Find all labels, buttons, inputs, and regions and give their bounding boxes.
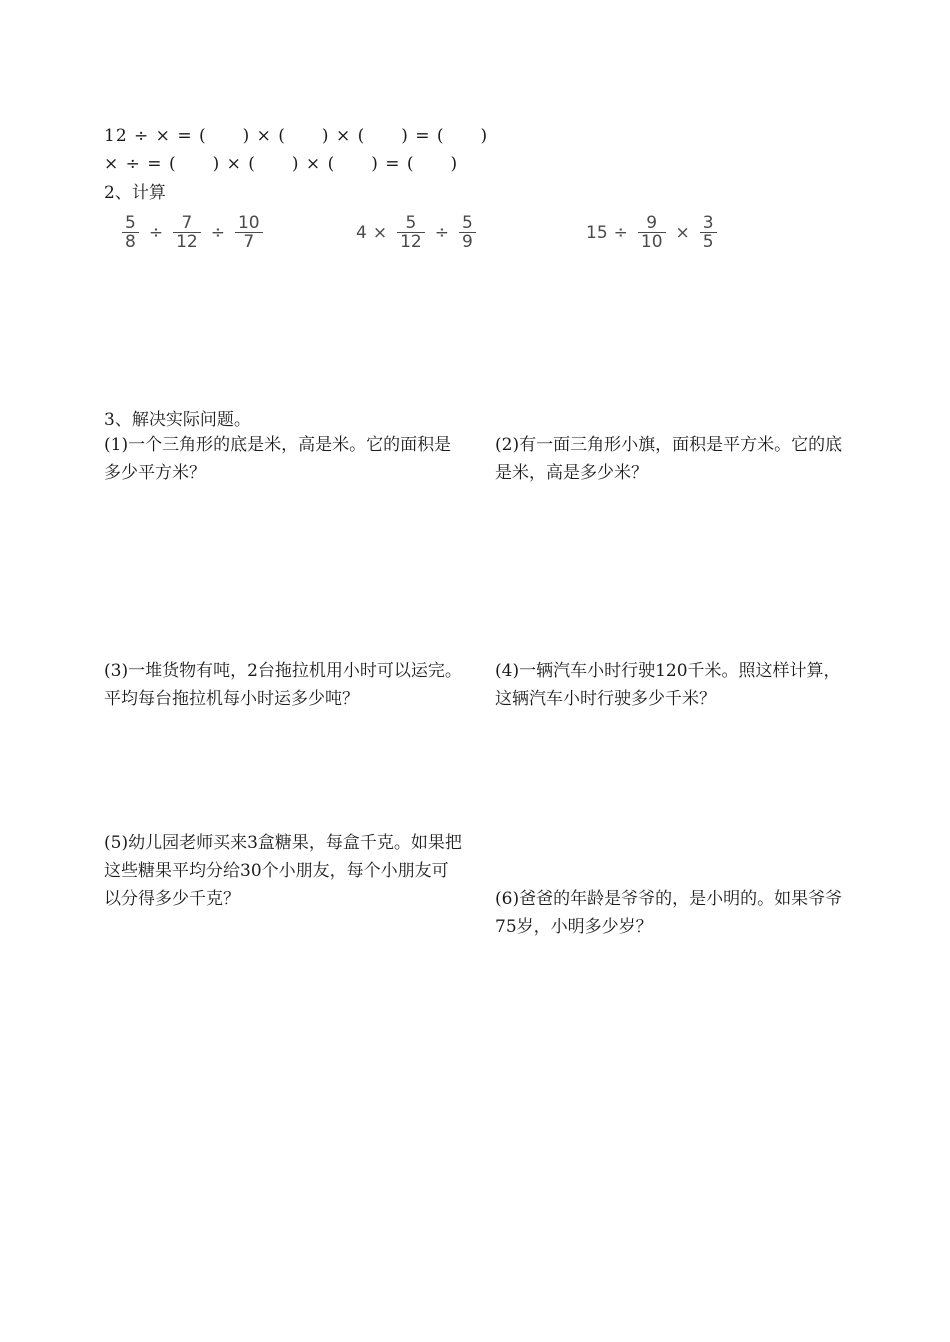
section-3-heading: 3、解决实际问题。	[104, 410, 251, 430]
denominator: 12	[176, 232, 198, 252]
operator: ÷	[434, 222, 449, 243]
numerator: 9	[646, 213, 658, 233]
expression-3	[586, 214, 721, 251]
denominator: 8	[125, 232, 136, 252]
expression-1	[118, 214, 267, 251]
problem-5: (5)幼儿园老师买来3盒糖果，每盒千克。如果把这些糖果平均分给30个小朋友，每个小朋友可以分得多少千克？	[104, 833, 462, 909]
problem-1: (1)一个三角形的底是米，高是米。它的面积是多少平方米？	[104, 435, 452, 483]
fill-line-2: × ÷ = ( ) × ( ) × ( ) = ( )	[104, 154, 459, 174]
operator: ×	[372, 222, 388, 243]
numerator: 7	[181, 213, 193, 233]
fraction	[700, 214, 717, 251]
fraction	[638, 214, 666, 251]
fraction	[122, 214, 139, 251]
whole-number: 4	[356, 222, 367, 243]
fraction	[235, 214, 263, 251]
numerator: 10	[237, 213, 260, 233]
operator: ÷	[148, 222, 164, 243]
numerator: 3	[702, 213, 714, 233]
problem-6: (6)爸爸的年龄是爷爷的，是小明的。如果爷爷75岁，小明多少岁？	[495, 889, 843, 937]
problem-4: (4)一辆汽车小时行驶120千米。照这样计算，这辆汽车小时行驶多少千米？	[495, 661, 841, 709]
problem-2: (2)有一面三角形小旗，面积是平方米。它的底是米，高是多少米？	[495, 435, 843, 483]
denominator: 9	[461, 232, 473, 252]
numerator: 5	[405, 213, 417, 233]
numerator: 5	[125, 213, 136, 233]
whole-number: 15	[586, 222, 608, 243]
fill-line-1: 12 ÷ × = ( ) × ( ) × ( ) = ( )	[104, 126, 489, 146]
operator: ×	[675, 222, 690, 243]
expression-2	[356, 214, 480, 251]
fraction	[173, 214, 201, 251]
operator: ÷	[613, 222, 628, 243]
section-2-heading: 2、计算	[104, 183, 166, 203]
denominator: 10	[640, 232, 663, 252]
denominator: 5	[702, 232, 714, 252]
fraction	[459, 214, 476, 251]
denominator: 7	[243, 232, 255, 252]
operator: ÷	[210, 222, 225, 243]
problem-3: (3)一堆货物有吨，2台拖拉机用小时可以运完。平均每台拖拉机每小时运多少吨？	[104, 661, 462, 709]
fraction	[397, 214, 425, 251]
numerator: 5	[461, 213, 473, 233]
denominator: 12	[400, 232, 422, 252]
